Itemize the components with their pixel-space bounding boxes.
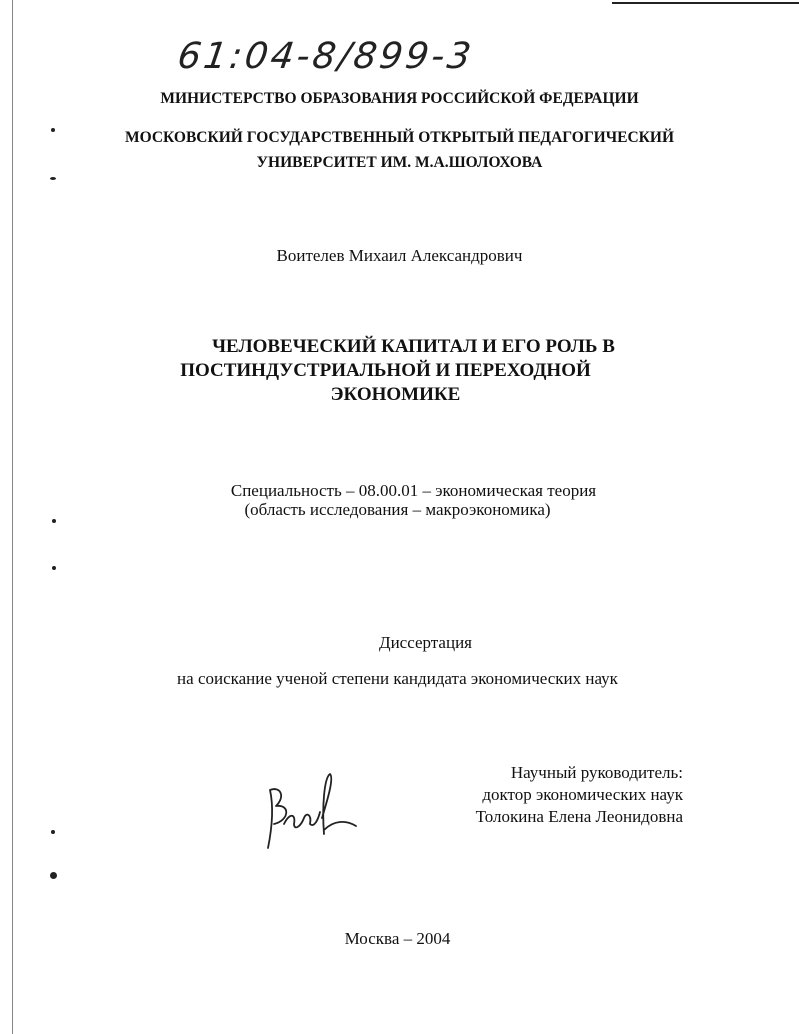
title-line-3: ЭКОНОМИКЕ bbox=[330, 384, 461, 405]
supervisor-name: Толокина Елена Леонидовна bbox=[475, 807, 683, 826]
signature bbox=[250, 768, 360, 858]
ministry-heading: МИНИСТЕРСТВО ОБРАЗОВАНИЯ РОССИЙСКОЙ ФЕДЕРАЦИИ bbox=[160, 90, 639, 107]
supervisor-label: Научный руководитель: bbox=[510, 763, 683, 782]
place-year: Москва – 2004 bbox=[344, 929, 451, 948]
research-area: (область исследования – макроэкономика) bbox=[244, 500, 551, 519]
title-line-1: ЧЕЛОВЕЧЕСКИЙ КАПИТАЛ И ЕГО РОЛЬ В bbox=[212, 336, 615, 357]
scan-dot bbox=[52, 566, 56, 570]
degree-line: на соискание ученой степени кандидата экономических наук bbox=[177, 669, 618, 688]
scan-dot bbox=[50, 872, 57, 879]
specialty: Специальность – 08.00.01 – экономическая теория bbox=[230, 481, 597, 500]
scan-top-line bbox=[612, 2, 799, 4]
archive-number: 61:04-8/899-3 bbox=[175, 36, 477, 77]
scan-dot bbox=[51, 830, 55, 834]
work-type: Диссертация bbox=[378, 633, 472, 652]
scan-dot bbox=[50, 177, 56, 180]
title-line-2: ПОСТИНДУСТРИАЛЬНОЙ И ПЕРЕХОДНОЙ bbox=[180, 360, 591, 381]
author-name: Воителев Михаил Александрович bbox=[276, 246, 523, 265]
university-line-1: МОСКОВСКИЙ ГОСУДАРСТВЕННЫЙ ОТКРЫТЫЙ ПЕДАГОГИЧЕСКИЙ bbox=[124, 129, 675, 146]
supervisor-degree: доктор экономических наук bbox=[482, 785, 683, 804]
supervisor-block bbox=[476, 762, 683, 828]
university-line-2: УНИВЕРСИТЕТ ИМ. М.А.ШОЛОХОВА bbox=[256, 154, 543, 171]
